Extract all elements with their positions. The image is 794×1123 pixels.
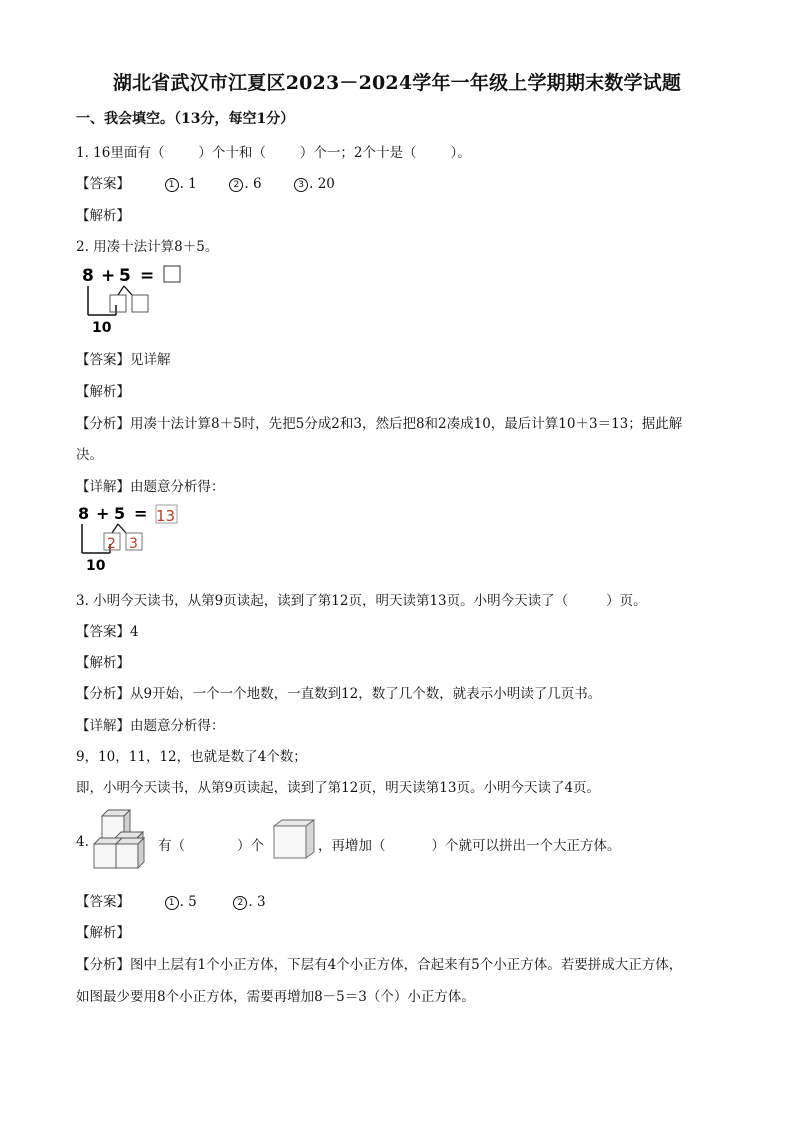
result-value: 13 xyxy=(156,507,176,525)
circled-number-icon: 2 xyxy=(233,896,247,910)
q4-text-a xyxy=(158,834,264,854)
answer-item: 1 . 5 xyxy=(165,894,197,910)
question-number: 4. xyxy=(76,834,89,850)
equals-sign: = xyxy=(140,266,155,286)
jiexi-label: 【解析】 xyxy=(76,925,130,941)
circled-number-icon: 3 xyxy=(294,178,308,192)
detail-text: 即，小明今天读书，从第9页读起，读到了第12页，明天读第13页。小明今天读了4页。 xyxy=(76,780,601,796)
q1-text-part: ）个一；2个十是（ xyxy=(299,145,417,161)
question-2: 2. 用凑十法计算8＋5。 xyxy=(76,239,219,255)
q4-text-part: ）个就可以拼出一个大正方体。 xyxy=(431,838,621,854)
analysis-text: 【分析】用凑十法计算8＋5时，先把5分成2和3，然后把8和2凑成10，最后计算10＋3＝13；据此解 xyxy=(76,416,683,432)
circled-number-icon: 2 xyxy=(229,178,243,192)
analysis-text: 【分析】从9开始，一个一个地数，一直数到12，数了几个数，就表示小明读了几页书。 xyxy=(76,686,602,702)
answer-item: 2 . 6 xyxy=(229,176,261,192)
q1-text-part: ）个十和（ xyxy=(198,145,266,161)
answer-label: 【答案】 xyxy=(76,176,130,192)
addend-b: 5 xyxy=(119,266,131,286)
detail-text: 9，10，11，12，也就是数了4个数； xyxy=(76,749,307,765)
split-line xyxy=(118,286,124,295)
cube-stack-icon xyxy=(90,806,158,876)
q3-answer: 【答案】4 xyxy=(76,624,139,640)
q3-text-part: 3. 小明今天读书，从第9页读起，读到了第12页，明天读第13页。小明今天读了（ xyxy=(76,593,569,609)
q4-text-part: 有（ xyxy=(158,838,185,854)
answer-box xyxy=(164,266,180,282)
detail-label: 【详解】由题意分析得： xyxy=(76,718,225,734)
make-ten-diagram xyxy=(80,262,190,336)
split-line xyxy=(118,524,126,533)
addend-a: 8 xyxy=(78,504,90,523)
answer-item: 3 . 20 xyxy=(294,176,335,192)
detail-label: 【详解】由题意分析得： xyxy=(76,479,225,495)
jiexi-label: 【解析】 xyxy=(76,655,130,671)
circled-number-icon: 1 xyxy=(165,178,179,192)
make-ten-solution-diagram xyxy=(76,502,186,574)
q1-text-part: 1. 16里面有（ xyxy=(76,145,165,161)
part-box xyxy=(110,295,126,312)
ten-label: 10 xyxy=(92,320,112,336)
jiexi-label: 【解析】 xyxy=(76,384,130,400)
addend-b: 5 xyxy=(114,504,126,523)
q4-answer xyxy=(76,890,266,910)
part-box xyxy=(132,295,148,312)
single-cube-icon xyxy=(272,818,318,862)
q2-answer: 【答案】见详解 xyxy=(76,352,171,368)
part-value: 2 xyxy=(107,536,116,552)
q4-text-part: ）个 xyxy=(237,838,264,854)
plus-sign: + xyxy=(96,504,110,523)
ten-label: 10 xyxy=(86,558,106,574)
q1-answer xyxy=(76,172,335,192)
split-line xyxy=(124,286,132,295)
plus-sign: + xyxy=(101,266,116,286)
equals-sign: = xyxy=(134,504,148,523)
question-3 xyxy=(76,589,647,609)
analysis-text: 如图最少要用8个小正方体，需要再增加8－5＝3（个）小正方体。 xyxy=(76,989,475,1005)
analysis-text: 决。 xyxy=(76,447,103,463)
section-heading: 一、我会填空。（13分，每空1分） xyxy=(76,111,295,127)
answer-label: 【答案】 xyxy=(76,894,130,910)
answer-item: 2 . 3 xyxy=(233,894,265,910)
q1-text-part: ）。 xyxy=(450,145,471,161)
q4-text-b xyxy=(318,834,621,854)
question-1 xyxy=(76,141,471,161)
q3-text-part: ）页。 xyxy=(606,593,647,609)
document-title: 湖北省武汉市江夏区2023－2024学年一年级上学期期末数学试题 xyxy=(112,72,682,94)
answer-item: 1 . 1 xyxy=(165,176,197,192)
addend-a: 8 xyxy=(82,266,94,286)
analysis-text: 【分析】图中上层有1个小正方体，下层有4个小正方体，合起来有5个小正方体。若要拼成大正方体， xyxy=(76,957,683,973)
split-line xyxy=(112,524,118,533)
q4-text-part: ，再增加（ xyxy=(318,838,386,854)
jiexi-label: 【解析】 xyxy=(76,208,130,224)
circled-number-icon: 1 xyxy=(165,896,179,910)
part-value: 3 xyxy=(129,536,138,552)
